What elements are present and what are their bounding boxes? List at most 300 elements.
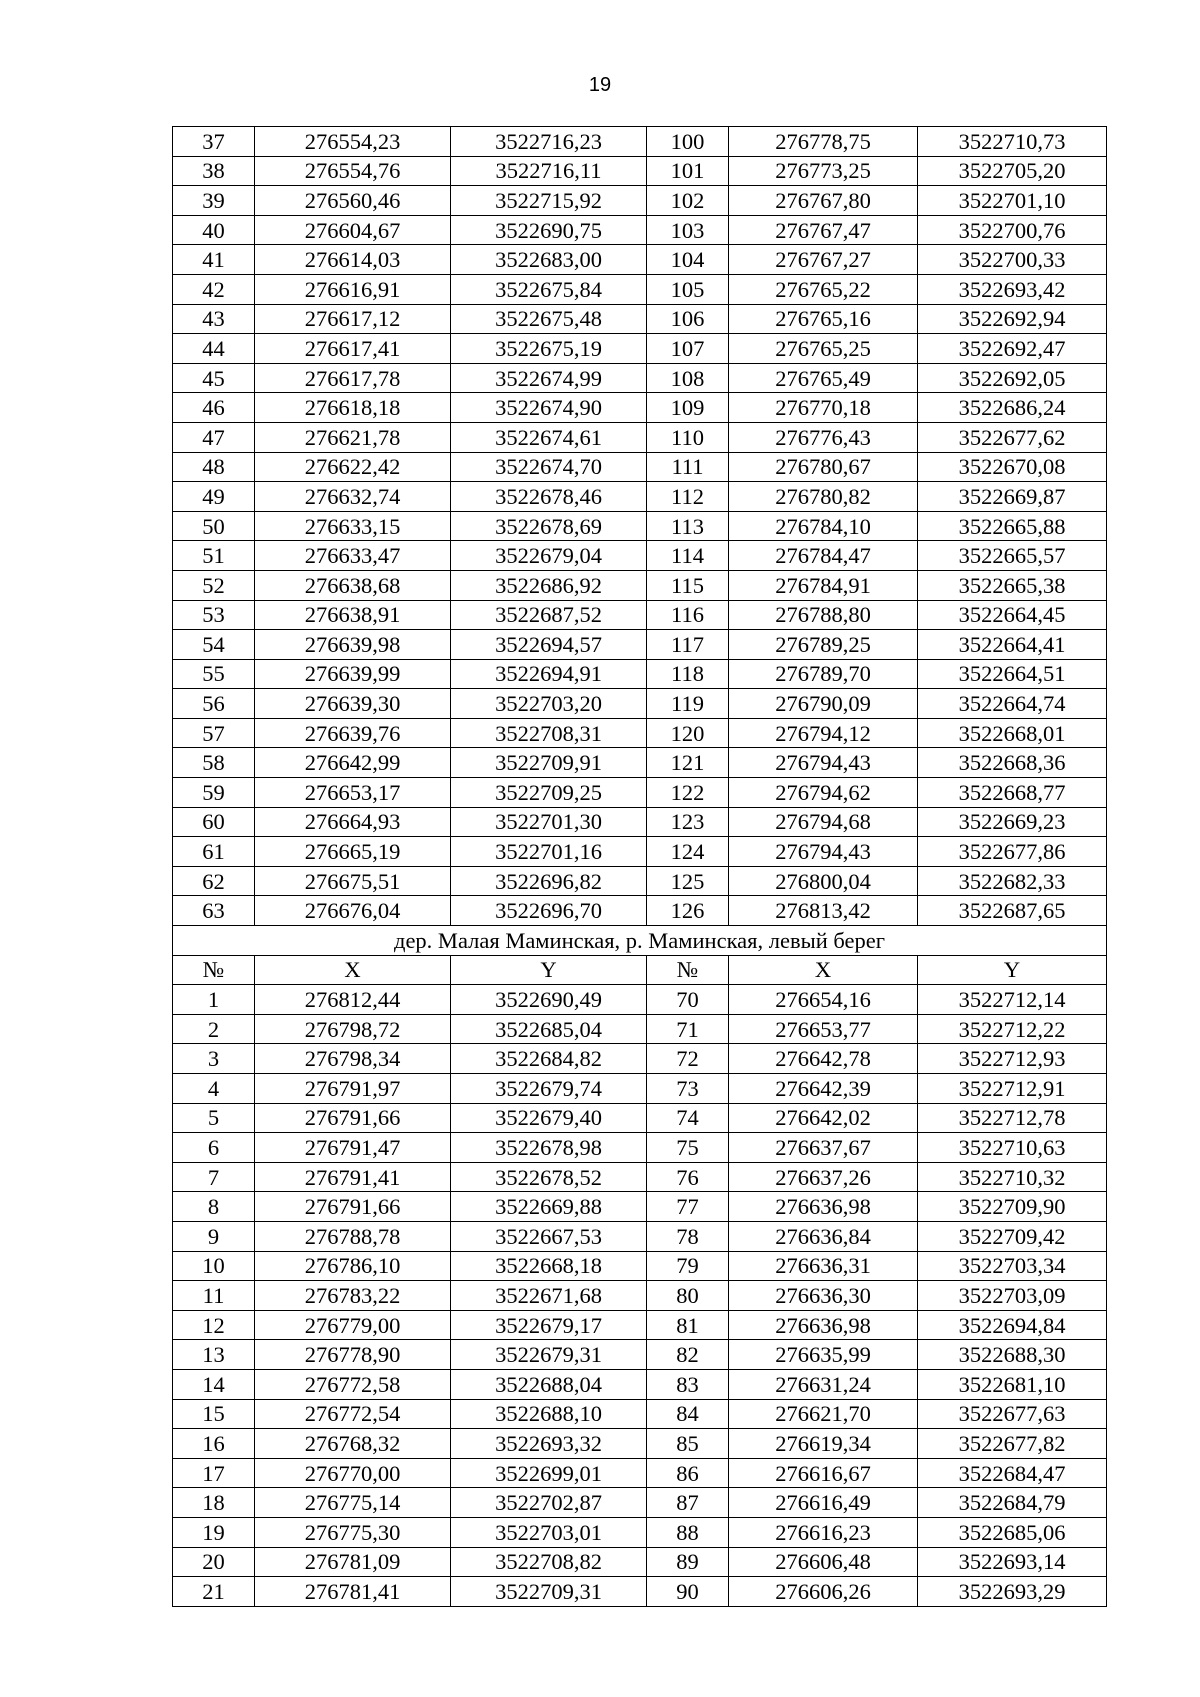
y-cell: 3522701,16 xyxy=(451,837,647,867)
x-cell: 276772,54 xyxy=(255,1399,451,1429)
y-cell: 3522692,94 xyxy=(918,304,1107,334)
x-cell: 276794,43 xyxy=(729,748,918,778)
table-row xyxy=(173,1488,1107,1518)
point-number-cell: 73 xyxy=(647,1074,729,1104)
point-number-cell: 58 xyxy=(173,748,255,778)
point-number-cell: 119 xyxy=(647,689,729,719)
point-number-cell: 37 xyxy=(173,127,255,157)
y-cell: 3522677,82 xyxy=(918,1429,1107,1459)
point-number-cell: 110 xyxy=(647,422,729,452)
point-number-cell: 7 xyxy=(173,1162,255,1192)
table-row xyxy=(173,689,1107,719)
y-cell: 3522684,82 xyxy=(451,1044,647,1074)
x-cell: 276638,91 xyxy=(255,600,451,630)
point-number-cell: 56 xyxy=(173,689,255,719)
table-row xyxy=(173,985,1107,1015)
y-cell: 3522703,09 xyxy=(918,1281,1107,1311)
point-number-cell: 83 xyxy=(647,1369,729,1399)
y-cell: 3522690,49 xyxy=(451,985,647,1015)
table-row xyxy=(173,866,1107,896)
column-headers xyxy=(173,955,1107,985)
number-header: № xyxy=(173,955,255,985)
point-number-cell: 52 xyxy=(173,570,255,600)
point-number-cell: 1 xyxy=(173,985,255,1015)
y-cell: 3522671,68 xyxy=(451,1281,647,1311)
y-cell: 3522692,47 xyxy=(918,334,1107,364)
x-header: X xyxy=(729,955,918,985)
point-number-cell: 116 xyxy=(647,600,729,630)
x-cell: 276791,66 xyxy=(255,1103,451,1133)
x-cell: 276767,80 xyxy=(729,186,918,216)
x-cell: 276637,26 xyxy=(729,1162,918,1192)
point-number-cell: 121 xyxy=(647,748,729,778)
point-number-cell: 61 xyxy=(173,837,255,867)
x-cell: 276780,67 xyxy=(729,452,918,482)
point-number-cell: 105 xyxy=(647,274,729,304)
coordinates-table xyxy=(172,126,1107,1607)
x-cell: 276639,99 xyxy=(255,659,451,689)
x-cell: 276789,25 xyxy=(729,630,918,660)
x-cell: 276606,26 xyxy=(729,1577,918,1607)
y-cell: 3522679,31 xyxy=(451,1340,647,1370)
top-rows xyxy=(173,127,1107,926)
y-cell: 3522684,79 xyxy=(918,1488,1107,1518)
x-cell: 276616,67 xyxy=(729,1458,918,1488)
x-cell: 276765,49 xyxy=(729,363,918,393)
x-cell: 276676,04 xyxy=(255,896,451,926)
y-cell: 3522664,45 xyxy=(918,600,1107,630)
y-cell: 3522665,88 xyxy=(918,511,1107,541)
table-row xyxy=(173,1103,1107,1133)
y-cell: 3522694,91 xyxy=(451,659,647,689)
x-cell: 276653,17 xyxy=(255,778,451,808)
y-cell: 3522693,14 xyxy=(918,1547,1107,1577)
y-cell: 3522677,62 xyxy=(918,422,1107,452)
point-number-cell: 39 xyxy=(173,186,255,216)
table-row xyxy=(173,1517,1107,1547)
y-cell: 3522664,74 xyxy=(918,689,1107,719)
y-cell: 3522687,52 xyxy=(451,600,647,630)
x-cell: 276642,78 xyxy=(729,1044,918,1074)
x-cell: 276786,10 xyxy=(255,1251,451,1281)
point-number-cell: 55 xyxy=(173,659,255,689)
table-row xyxy=(173,422,1107,452)
x-cell: 276783,22 xyxy=(255,1281,451,1311)
x-cell: 276622,42 xyxy=(255,452,451,482)
x-cell: 276633,47 xyxy=(255,541,451,571)
table-row xyxy=(173,1014,1107,1044)
table-row xyxy=(173,1310,1107,1340)
x-cell: 276765,25 xyxy=(729,334,918,364)
point-number-cell: 11 xyxy=(173,1281,255,1311)
table-row xyxy=(173,748,1107,778)
y-cell: 3522678,98 xyxy=(451,1133,647,1163)
y-cell: 3522701,30 xyxy=(451,807,647,837)
y-cell: 3522669,23 xyxy=(918,807,1107,837)
x-cell: 276798,72 xyxy=(255,1014,451,1044)
point-number-cell: 122 xyxy=(647,778,729,808)
table-row xyxy=(173,1133,1107,1163)
point-number-cell: 50 xyxy=(173,511,255,541)
point-number-cell: 38 xyxy=(173,156,255,186)
bottom-rows xyxy=(173,985,1107,1606)
point-number-cell: 41 xyxy=(173,245,255,275)
x-cell: 276778,90 xyxy=(255,1340,451,1370)
x-cell: 276800,04 xyxy=(729,866,918,896)
point-number-cell: 60 xyxy=(173,807,255,837)
y-cell: 3522686,24 xyxy=(918,393,1107,423)
x-cell: 276616,23 xyxy=(729,1517,918,1547)
x-cell: 276765,22 xyxy=(729,274,918,304)
point-number-cell: 102 xyxy=(647,186,729,216)
x-cell: 276604,67 xyxy=(255,215,451,245)
x-cell: 276767,47 xyxy=(729,215,918,245)
y-cell: 3522693,42 xyxy=(918,274,1107,304)
y-cell: 3522708,82 xyxy=(451,1547,647,1577)
y-cell: 3522712,91 xyxy=(918,1074,1107,1104)
y-cell: 3522667,53 xyxy=(451,1221,647,1251)
x-cell: 276633,15 xyxy=(255,511,451,541)
point-number-cell: 54 xyxy=(173,630,255,660)
x-cell: 276791,47 xyxy=(255,1133,451,1163)
table-row xyxy=(173,245,1107,275)
y-cell: 3522681,10 xyxy=(918,1369,1107,1399)
x-cell: 276617,41 xyxy=(255,334,451,364)
y-cell: 3522683,00 xyxy=(451,245,647,275)
point-number-cell: 111 xyxy=(647,452,729,482)
y-cell: 3522665,38 xyxy=(918,570,1107,600)
point-number-cell: 21 xyxy=(173,1577,255,1607)
point-number-cell: 44 xyxy=(173,334,255,364)
point-number-cell: 19 xyxy=(173,1517,255,1547)
point-number-cell: 90 xyxy=(647,1577,729,1607)
x-cell: 276789,70 xyxy=(729,659,918,689)
x-cell: 276788,78 xyxy=(255,1221,451,1251)
point-number-cell: 40 xyxy=(173,215,255,245)
y-cell: 3522668,36 xyxy=(918,748,1107,778)
x-cell: 276775,30 xyxy=(255,1517,451,1547)
y-cell: 3522668,77 xyxy=(918,778,1107,808)
y-cell: 3522710,32 xyxy=(918,1162,1107,1192)
point-number-cell: 79 xyxy=(647,1251,729,1281)
table-row xyxy=(173,363,1107,393)
y-cell: 3522692,05 xyxy=(918,363,1107,393)
table-row xyxy=(173,1221,1107,1251)
x-cell: 276636,30 xyxy=(729,1281,918,1311)
y-cell: 3522679,74 xyxy=(451,1074,647,1104)
point-number-cell: 84 xyxy=(647,1399,729,1429)
x-cell: 276637,67 xyxy=(729,1133,918,1163)
point-number-cell: 62 xyxy=(173,866,255,896)
x-cell: 276781,09 xyxy=(255,1547,451,1577)
y-cell: 3522685,06 xyxy=(918,1517,1107,1547)
table-row xyxy=(173,600,1107,630)
y-cell: 3522703,20 xyxy=(451,689,647,719)
table-row xyxy=(173,127,1107,157)
point-number-cell: 10 xyxy=(173,1251,255,1281)
y-cell: 3522703,34 xyxy=(918,1251,1107,1281)
y-cell: 3522709,90 xyxy=(918,1192,1107,1222)
x-cell: 276639,30 xyxy=(255,689,451,719)
x-cell: 276618,18 xyxy=(255,393,451,423)
point-number-cell: 109 xyxy=(647,393,729,423)
table-row xyxy=(173,1251,1107,1281)
y-cell: 3522674,99 xyxy=(451,363,647,393)
y-cell: 3522665,57 xyxy=(918,541,1107,571)
table-row xyxy=(173,896,1107,926)
y-cell: 3522664,41 xyxy=(918,630,1107,660)
point-number-cell: 6 xyxy=(173,1133,255,1163)
point-number-cell: 48 xyxy=(173,452,255,482)
point-number-cell: 51 xyxy=(173,541,255,571)
y-cell: 3522674,61 xyxy=(451,422,647,452)
table-row xyxy=(173,1429,1107,1459)
y-cell: 3522675,19 xyxy=(451,334,647,364)
y-cell: 3522693,32 xyxy=(451,1429,647,1459)
x-cell: 276791,97 xyxy=(255,1074,451,1104)
table-row xyxy=(173,1281,1107,1311)
table-row xyxy=(173,1192,1107,1222)
y-cell: 3522716,23 xyxy=(451,127,647,157)
point-number-cell: 9 xyxy=(173,1221,255,1251)
y-cell: 3522688,10 xyxy=(451,1399,647,1429)
point-number-cell: 46 xyxy=(173,393,255,423)
point-number-cell: 74 xyxy=(647,1103,729,1133)
point-number-cell: 113 xyxy=(647,511,729,541)
y-header: Y xyxy=(918,955,1107,985)
table-row xyxy=(173,837,1107,867)
y-cell: 3522710,63 xyxy=(918,1133,1107,1163)
y-cell: 3522694,57 xyxy=(451,630,647,660)
y-cell: 3522678,69 xyxy=(451,511,647,541)
section-title: дер. Малая Маминская, р. Маминская, левый берег xyxy=(173,926,1107,956)
point-number-cell: 80 xyxy=(647,1281,729,1311)
point-number-cell: 59 xyxy=(173,778,255,808)
header-row xyxy=(173,955,1107,985)
point-number-cell: 17 xyxy=(173,1458,255,1488)
y-cell: 3522668,01 xyxy=(918,718,1107,748)
point-number-cell: 57 xyxy=(173,718,255,748)
point-number-cell: 76 xyxy=(647,1162,729,1192)
y-cell: 3522712,14 xyxy=(918,985,1107,1015)
y-cell: 3522712,22 xyxy=(918,1014,1107,1044)
number-header: № xyxy=(647,955,729,985)
table-row xyxy=(173,274,1107,304)
x-cell: 276772,58 xyxy=(255,1369,451,1399)
table-row xyxy=(173,541,1107,571)
x-cell: 276664,93 xyxy=(255,807,451,837)
table-row xyxy=(173,1577,1107,1607)
x-cell: 276617,78 xyxy=(255,363,451,393)
x-cell: 276794,68 xyxy=(729,807,918,837)
y-cell: 3522699,01 xyxy=(451,1458,647,1488)
point-number-cell: 12 xyxy=(173,1310,255,1340)
y-cell: 3522668,18 xyxy=(451,1251,647,1281)
x-cell: 276636,84 xyxy=(729,1221,918,1251)
table-row xyxy=(173,1162,1107,1192)
point-number-cell: 86 xyxy=(647,1458,729,1488)
table-row xyxy=(173,393,1107,423)
point-number-cell: 118 xyxy=(647,659,729,689)
x-cell: 276791,41 xyxy=(255,1162,451,1192)
y-cell: 3522688,04 xyxy=(451,1369,647,1399)
x-cell: 276767,27 xyxy=(729,245,918,275)
x-cell: 276635,99 xyxy=(729,1340,918,1370)
x-cell: 276781,41 xyxy=(255,1577,451,1607)
table-row xyxy=(173,1044,1107,1074)
x-cell: 276642,99 xyxy=(255,748,451,778)
point-number-cell: 45 xyxy=(173,363,255,393)
y-cell: 3522709,31 xyxy=(451,1577,647,1607)
y-cell: 3522701,10 xyxy=(918,186,1107,216)
x-cell: 276773,25 xyxy=(729,156,918,186)
table-row xyxy=(173,511,1107,541)
section-heading-group xyxy=(173,926,1107,956)
x-cell: 276779,00 xyxy=(255,1310,451,1340)
x-cell: 276813,42 xyxy=(729,896,918,926)
point-number-cell: 75 xyxy=(647,1133,729,1163)
point-number-cell: 71 xyxy=(647,1014,729,1044)
table-row xyxy=(173,156,1107,186)
y-cell: 3522675,84 xyxy=(451,274,647,304)
point-number-cell: 103 xyxy=(647,215,729,245)
x-cell: 276794,62 xyxy=(729,778,918,808)
x-cell: 276632,74 xyxy=(255,482,451,512)
y-cell: 3522702,87 xyxy=(451,1488,647,1518)
point-number-cell: 115 xyxy=(647,570,729,600)
table-row xyxy=(173,807,1107,837)
x-cell: 276812,44 xyxy=(255,985,451,1015)
x-cell: 276784,91 xyxy=(729,570,918,600)
point-number-cell: 47 xyxy=(173,422,255,452)
point-number-cell: 53 xyxy=(173,600,255,630)
point-number-cell: 126 xyxy=(647,896,729,926)
x-cell: 276775,14 xyxy=(255,1488,451,1518)
y-cell: 3522670,08 xyxy=(918,452,1107,482)
point-number-cell: 123 xyxy=(647,807,729,837)
y-cell: 3522687,65 xyxy=(918,896,1107,926)
x-cell: 276790,09 xyxy=(729,689,918,719)
point-number-cell: 81 xyxy=(647,1310,729,1340)
y-cell: 3522685,04 xyxy=(451,1014,647,1044)
x-cell: 276554,76 xyxy=(255,156,451,186)
x-cell: 276794,12 xyxy=(729,718,918,748)
table-row xyxy=(173,1399,1107,1429)
y-cell: 3522709,42 xyxy=(918,1221,1107,1251)
y-cell: 3522712,78 xyxy=(918,1103,1107,1133)
point-number-cell: 85 xyxy=(647,1429,729,1459)
table-row xyxy=(173,452,1107,482)
x-cell: 276621,70 xyxy=(729,1399,918,1429)
table-row xyxy=(173,1074,1107,1104)
point-number-cell: 70 xyxy=(647,985,729,1015)
table-row xyxy=(173,304,1107,334)
y-cell: 3522696,82 xyxy=(451,866,647,896)
x-cell: 276776,43 xyxy=(729,422,918,452)
x-cell: 276636,98 xyxy=(729,1310,918,1340)
point-number-cell: 5 xyxy=(173,1103,255,1133)
point-number-cell: 3 xyxy=(173,1044,255,1074)
point-number-cell: 112 xyxy=(647,482,729,512)
y-cell: 3522690,75 xyxy=(451,215,647,245)
point-number-cell: 124 xyxy=(647,837,729,867)
x-cell: 276631,24 xyxy=(729,1369,918,1399)
x-cell: 276770,00 xyxy=(255,1458,451,1488)
x-cell: 276560,46 xyxy=(255,186,451,216)
point-number-cell: 106 xyxy=(647,304,729,334)
x-cell: 276654,16 xyxy=(729,985,918,1015)
point-number-cell: 82 xyxy=(647,1340,729,1370)
point-number-cell: 49 xyxy=(173,482,255,512)
point-number-cell: 117 xyxy=(647,630,729,660)
x-cell: 276780,82 xyxy=(729,482,918,512)
section-title-row xyxy=(173,926,1107,956)
y-cell: 3522679,17 xyxy=(451,1310,647,1340)
table-row xyxy=(173,659,1107,689)
x-cell: 276778,75 xyxy=(729,127,918,157)
point-number-cell: 101 xyxy=(647,156,729,186)
y-cell: 3522708,31 xyxy=(451,718,647,748)
x-header: X xyxy=(255,955,451,985)
x-cell: 276784,47 xyxy=(729,541,918,571)
y-cell: 3522679,04 xyxy=(451,541,647,571)
x-cell: 276675,51 xyxy=(255,866,451,896)
point-number-cell: 16 xyxy=(173,1429,255,1459)
point-number-cell: 13 xyxy=(173,1340,255,1370)
y-cell: 3522696,70 xyxy=(451,896,647,926)
y-cell: 3522684,47 xyxy=(918,1458,1107,1488)
x-cell: 276665,19 xyxy=(255,837,451,867)
y-cell: 3522709,91 xyxy=(451,748,647,778)
point-number-cell: 63 xyxy=(173,896,255,926)
x-cell: 276765,16 xyxy=(729,304,918,334)
point-number-cell: 4 xyxy=(173,1074,255,1104)
table-row xyxy=(173,1547,1107,1577)
point-number-cell: 2 xyxy=(173,1014,255,1044)
point-number-cell: 77 xyxy=(647,1192,729,1222)
x-cell: 276616,49 xyxy=(729,1488,918,1518)
table-row xyxy=(173,630,1107,660)
x-cell: 276798,34 xyxy=(255,1044,451,1074)
point-number-cell: 88 xyxy=(647,1517,729,1547)
table-row xyxy=(173,570,1107,600)
y-cell: 3522705,20 xyxy=(918,156,1107,186)
y-cell: 3522709,25 xyxy=(451,778,647,808)
point-number-cell: 15 xyxy=(173,1399,255,1429)
x-cell: 276788,80 xyxy=(729,600,918,630)
point-number-cell: 100 xyxy=(647,127,729,157)
point-number-cell: 14 xyxy=(173,1369,255,1399)
point-number-cell: 89 xyxy=(647,1547,729,1577)
y-cell: 3522675,48 xyxy=(451,304,647,334)
point-number-cell: 108 xyxy=(647,363,729,393)
x-cell: 276768,32 xyxy=(255,1429,451,1459)
x-cell: 276616,91 xyxy=(255,274,451,304)
table-row xyxy=(173,778,1107,808)
y-cell: 3522712,93 xyxy=(918,1044,1107,1074)
point-number-cell: 72 xyxy=(647,1044,729,1074)
y-cell: 3522669,87 xyxy=(918,482,1107,512)
table-row xyxy=(173,1340,1107,1370)
y-cell: 3522677,63 xyxy=(918,1399,1107,1429)
y-cell: 3522669,88 xyxy=(451,1192,647,1222)
x-cell: 276784,10 xyxy=(729,511,918,541)
table-row xyxy=(173,1458,1107,1488)
point-number-cell: 107 xyxy=(647,334,729,364)
point-number-cell: 125 xyxy=(647,866,729,896)
x-cell: 276638,68 xyxy=(255,570,451,600)
y-cell: 3522686,92 xyxy=(451,570,647,600)
